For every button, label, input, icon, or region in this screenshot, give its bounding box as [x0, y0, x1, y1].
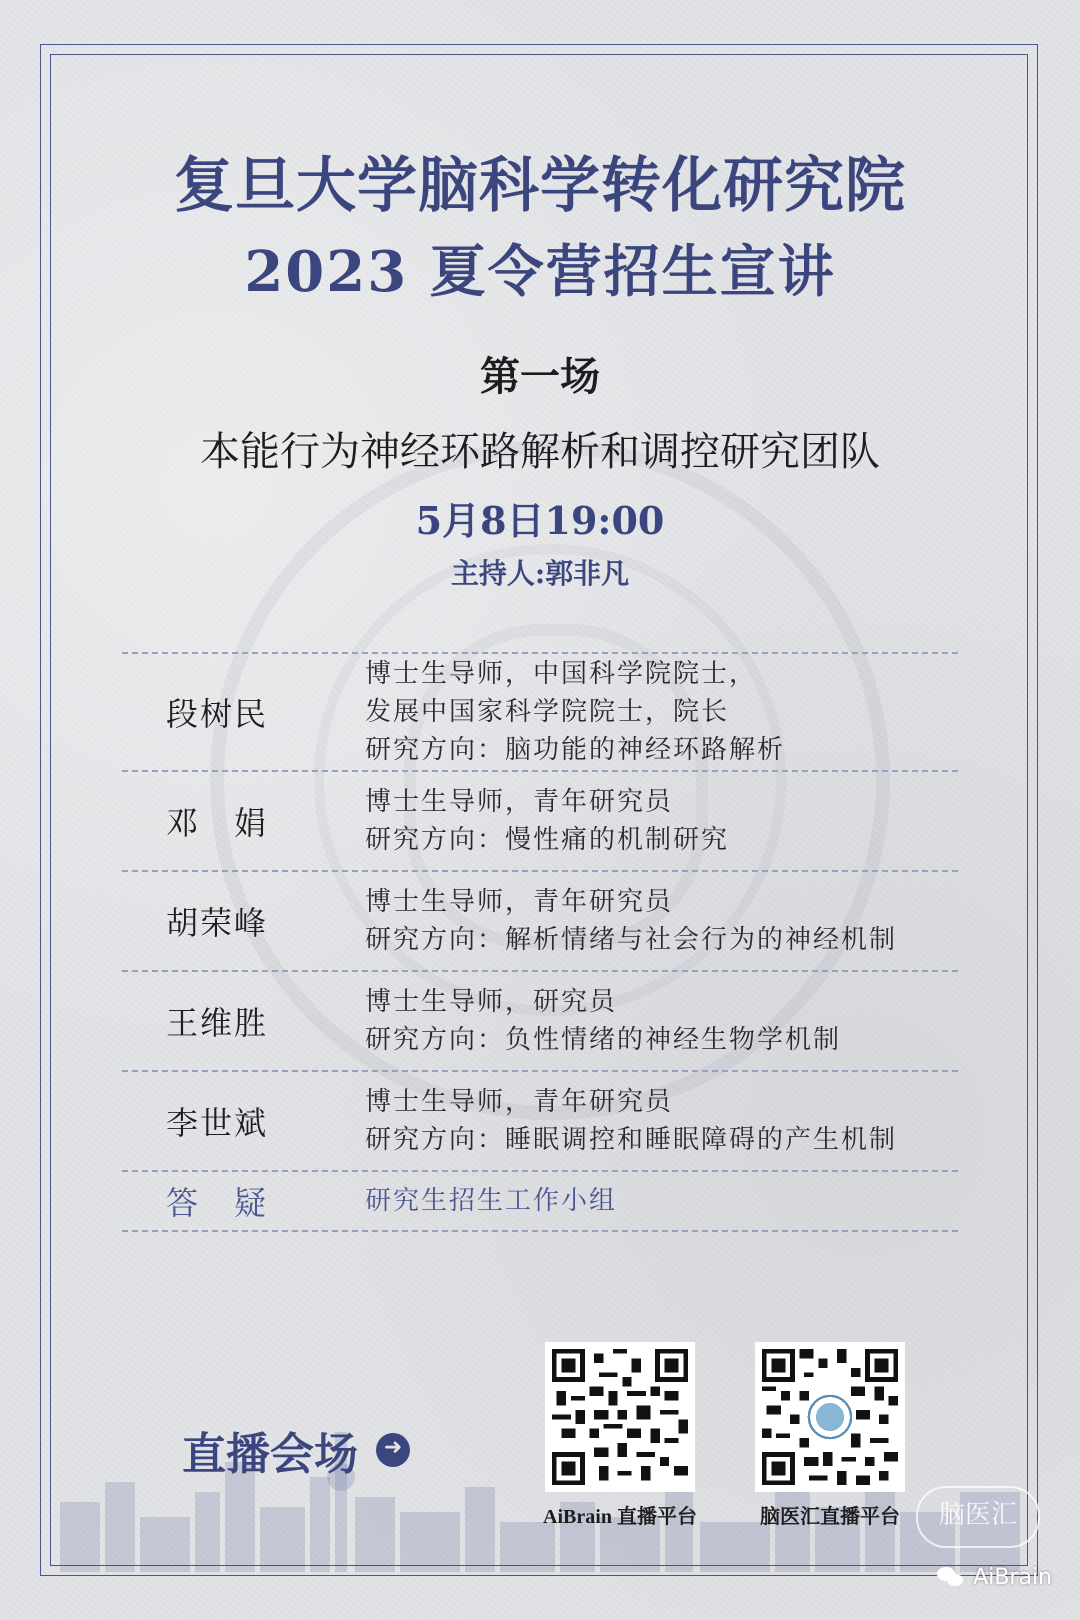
institute-title: 复旦大学脑科学转化研究院	[174, 151, 906, 221]
speaker-description: 博士生导师，研究员 研究方向：负性情绪的神经生物学机制	[365, 987, 842, 1055]
live-venue-link[interactable]	[182, 1418, 410, 1482]
qa-label: 答 疑	[166, 1184, 269, 1222]
speaker-description: 博士生导师，中国科学院院士， 发展中国家科学院院士，院长 研究方向：脑功能的神经环路解析	[365, 659, 786, 765]
speaker-row	[122, 770, 958, 870]
team-name: 本能行为神经环路解析和调控研究团队	[200, 429, 880, 475]
wechat-account-tag	[937, 1565, 1052, 1590]
speaker-table	[122, 652, 958, 1232]
speaker-name: 王维胜	[166, 1004, 269, 1042]
speaker-name: 胡荣峰	[166, 904, 269, 942]
session-number: 第一场	[480, 353, 600, 400]
wechat-account-name: AiBrain	[973, 1565, 1052, 1590]
naoyihui-qr-code[interactable]	[755, 1342, 905, 1492]
speaker-description: 博士生导师，青年研究员 研究方向：睡眠调控和睡眠障碍的产生机制	[365, 1087, 898, 1155]
live-venue-label: 直播会场	[182, 1429, 358, 1480]
arrow-right-icon	[376, 1433, 410, 1467]
speaker-row	[122, 870, 958, 970]
naoyihui-qr-label: 脑医汇直播平台	[760, 1506, 900, 1528]
qr-code-icon	[552, 1349, 688, 1485]
session-host: 主持人:郭非凡	[450, 557, 630, 590]
speaker-row	[122, 652, 958, 770]
naoyihui-watermark-badge: 脑医汇	[916, 1486, 1040, 1548]
event-title: 2023 夏令营招生宣讲	[244, 239, 836, 305]
speaker-row	[122, 970, 958, 1070]
speaker-name: 邓 娟	[166, 804, 269, 842]
qa-value: 研究生招生工作小组	[365, 1186, 618, 1216]
session-datetime: 5月8日19:00	[415, 498, 665, 543]
aibrain-qr-code[interactable]	[545, 1342, 695, 1492]
qa-row	[122, 1170, 958, 1232]
wechat-icon	[937, 1567, 965, 1589]
qr-code-icon	[762, 1349, 898, 1485]
speaker-description: 博士生导师，青年研究员 研究方向：解析情绪与社会行为的神经机制	[365, 887, 898, 955]
speaker-row	[122, 1070, 958, 1170]
speaker-name: 李世斌	[166, 1104, 269, 1142]
speaker-name: 段树民	[166, 695, 269, 733]
aibrain-qr-label: AiBrain 直播平台	[543, 1506, 697, 1528]
speaker-description: 博士生导师，青年研究员 研究方向：慢性痛的机制研究	[365, 787, 730, 855]
